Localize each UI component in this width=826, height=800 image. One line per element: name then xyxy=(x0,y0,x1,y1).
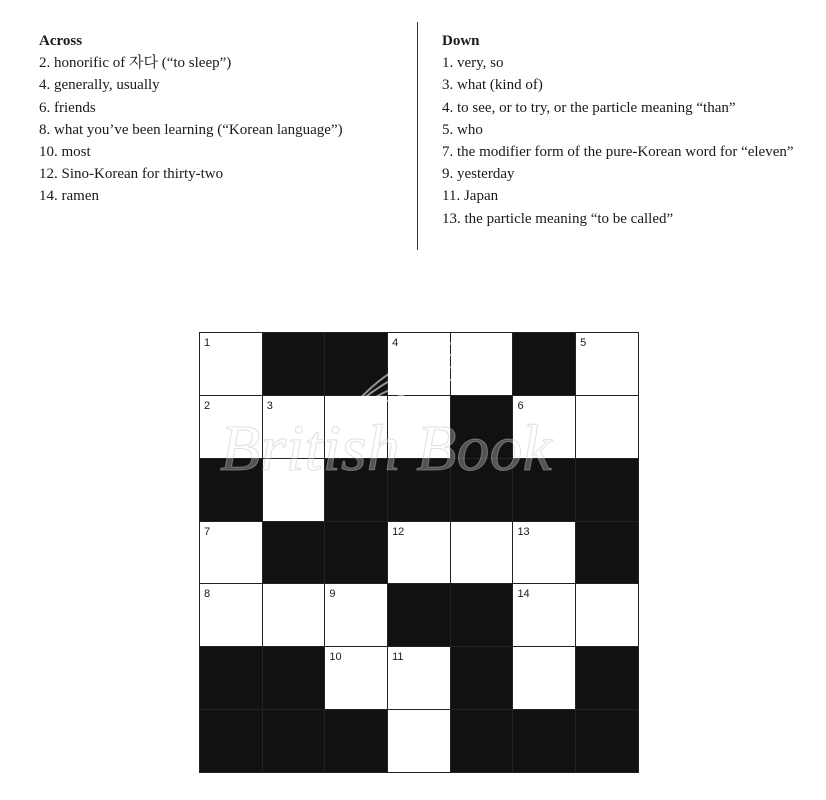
black-cell xyxy=(451,584,514,647)
black-cell xyxy=(325,710,388,773)
clue-number: 1 xyxy=(204,337,211,349)
white-cell xyxy=(388,522,451,585)
black-cell xyxy=(263,522,326,585)
down-heading: Down xyxy=(442,33,480,49)
black-cell xyxy=(388,459,451,522)
clue-number: 8 xyxy=(204,588,211,601)
black-cell xyxy=(388,584,451,647)
white-cell xyxy=(576,333,639,396)
across-clue: 8. what you’ve been learning (“Korean language”) xyxy=(39,121,343,138)
clue-number: 4 xyxy=(392,337,399,349)
black-cell xyxy=(325,333,388,396)
across-heading: Across xyxy=(39,33,83,49)
white-cell xyxy=(200,522,263,585)
black-cell xyxy=(263,710,326,773)
white-cell xyxy=(513,584,576,647)
white-cell xyxy=(325,396,388,459)
down-clue: 3. what (kind of) xyxy=(442,77,543,94)
white-cell xyxy=(388,647,451,710)
black-cell xyxy=(576,710,639,773)
across-clues xyxy=(39,30,409,208)
clue-number: 9 xyxy=(329,588,336,601)
column-divider xyxy=(417,22,418,250)
down-clues xyxy=(442,30,812,230)
black-cell xyxy=(576,522,639,585)
clue-number: 3 xyxy=(266,399,273,412)
white-cell xyxy=(325,584,388,647)
white-cell xyxy=(576,584,639,647)
black-cell xyxy=(325,522,388,585)
white-cell xyxy=(200,396,263,459)
white-cell xyxy=(388,396,451,459)
clue-number: 10 xyxy=(329,651,342,664)
black-cell xyxy=(451,647,514,710)
white-cell xyxy=(325,647,388,710)
across-clue: 2. honorific of 자다 (“to sleep”) xyxy=(39,55,232,72)
white-cell xyxy=(388,333,451,396)
white-cell xyxy=(513,522,576,585)
black-cell xyxy=(576,459,639,522)
black-cell xyxy=(513,333,576,396)
black-cell xyxy=(263,333,326,396)
down-clue: 1. very, so xyxy=(442,55,504,72)
clue-number: 5 xyxy=(580,337,587,349)
across-clue-list xyxy=(39,52,409,207)
clue-number: 2 xyxy=(204,399,211,412)
black-cell xyxy=(513,710,576,773)
down-clue: 13. the particle meaning “to be called” xyxy=(442,210,674,227)
watermark-text: British Book xyxy=(220,412,552,485)
crossword-grid-container xyxy=(199,332,638,772)
down-clue: 11. Japan xyxy=(442,188,499,205)
black-cell xyxy=(513,459,576,522)
white-cell xyxy=(263,396,326,459)
clue-number: 13 xyxy=(517,525,530,538)
across-clue: 6. friends xyxy=(39,99,96,116)
black-cell xyxy=(263,647,326,710)
white-cell xyxy=(200,333,263,396)
black-cell xyxy=(451,710,514,773)
clue-number: 7 xyxy=(204,525,211,538)
down-clue-list xyxy=(442,52,812,230)
black-cell xyxy=(200,647,263,710)
down-clue: 5. who xyxy=(442,121,483,138)
white-cell xyxy=(388,710,451,773)
across-clue: 12. Sino-Korean for thirty-two xyxy=(39,166,224,183)
across-clue: 4. generally, usually xyxy=(39,77,160,94)
black-cell xyxy=(325,459,388,522)
down-clue: 4. to see, or to try, or the particle meaning “than” xyxy=(442,99,736,116)
black-cell xyxy=(451,459,514,522)
black-cell xyxy=(451,396,514,459)
white-cell xyxy=(576,396,639,459)
down-clue: 7. the modifier form of the pure-Korean word for “eleven” xyxy=(442,144,794,161)
black-cell xyxy=(200,710,263,773)
crossword-grid xyxy=(199,332,639,773)
white-cell xyxy=(451,333,514,396)
white-cell xyxy=(513,647,576,710)
white-cell xyxy=(200,584,263,647)
across-clue: 14. ramen xyxy=(39,188,99,205)
clue-number: 14 xyxy=(517,588,530,601)
across-clue: 10. most xyxy=(39,144,91,161)
white-cell xyxy=(263,584,326,647)
clue-number: 11 xyxy=(392,651,404,664)
black-cell xyxy=(576,647,639,710)
white-cell xyxy=(513,396,576,459)
down-clue: 9. yesterday xyxy=(442,166,515,183)
white-cell xyxy=(263,459,326,522)
clue-number: 6 xyxy=(517,399,524,412)
white-cell xyxy=(451,522,514,585)
clue-number: 12 xyxy=(392,525,405,538)
black-cell xyxy=(200,459,263,522)
